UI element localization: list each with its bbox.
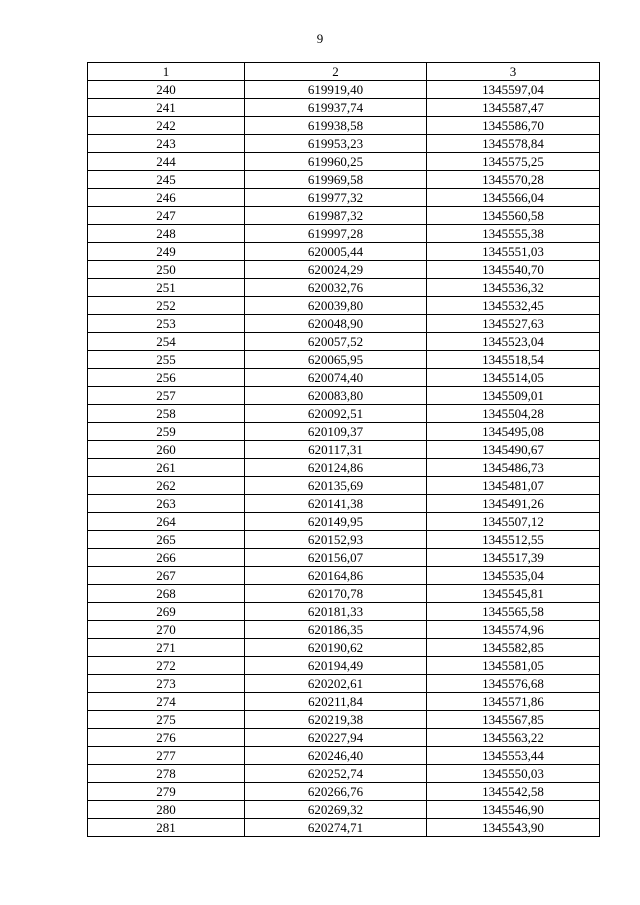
table-row xyxy=(88,261,600,279)
cell-point-number: 280 xyxy=(88,801,245,819)
table-row xyxy=(88,369,600,387)
cell-y-coordinate: 1345504,28 xyxy=(427,405,600,423)
cell-y-coordinate: 1345576,68 xyxy=(427,675,600,693)
cell-point-number: 281 xyxy=(88,819,245,837)
cell-point-number: 247 xyxy=(88,207,245,225)
cell-x-coordinate: 620181,33 xyxy=(245,603,427,621)
cell-y-coordinate: 1345570,28 xyxy=(427,171,600,189)
cell-y-coordinate: 1345517,39 xyxy=(427,549,600,567)
cell-x-coordinate: 620274,71 xyxy=(245,819,427,837)
cell-y-coordinate: 1345566,04 xyxy=(427,189,600,207)
table-row xyxy=(88,81,600,99)
cell-y-coordinate: 1345486,73 xyxy=(427,459,600,477)
table-row xyxy=(88,513,600,531)
cell-point-number: 259 xyxy=(88,423,245,441)
cell-y-coordinate: 1345567,85 xyxy=(427,711,600,729)
table-row xyxy=(88,315,600,333)
cell-point-number: 245 xyxy=(88,171,245,189)
cell-y-coordinate: 1345542,58 xyxy=(427,783,600,801)
cell-point-number: 272 xyxy=(88,657,245,675)
cell-x-coordinate: 620227,94 xyxy=(245,729,427,747)
cell-point-number: 271 xyxy=(88,639,245,657)
cell-x-coordinate: 620246,40 xyxy=(245,747,427,765)
cell-x-coordinate: 620219,38 xyxy=(245,711,427,729)
cell-x-coordinate: 620186,35 xyxy=(245,621,427,639)
cell-x-coordinate: 619969,58 xyxy=(245,171,427,189)
cell-x-coordinate: 620266,76 xyxy=(245,783,427,801)
table-row xyxy=(88,459,600,477)
table-row xyxy=(88,423,600,441)
cell-x-coordinate: 619938,58 xyxy=(245,117,427,135)
cell-x-coordinate: 620039,80 xyxy=(245,297,427,315)
cell-x-coordinate: 619997,28 xyxy=(245,225,427,243)
cell-y-coordinate: 1345555,38 xyxy=(427,225,600,243)
table-row xyxy=(88,279,600,297)
cell-point-number: 258 xyxy=(88,405,245,423)
cell-y-coordinate: 1345523,04 xyxy=(427,333,600,351)
table-row xyxy=(88,585,600,603)
table-row xyxy=(88,639,600,657)
cell-x-coordinate: 620048,90 xyxy=(245,315,427,333)
table-row xyxy=(88,441,600,459)
cell-y-coordinate: 1345543,90 xyxy=(427,819,600,837)
cell-y-coordinate: 1345481,07 xyxy=(427,477,600,495)
cell-x-coordinate: 620252,74 xyxy=(245,765,427,783)
cell-point-number: 257 xyxy=(88,387,245,405)
table-row xyxy=(88,225,600,243)
table-row xyxy=(88,531,600,549)
cell-point-number: 260 xyxy=(88,441,245,459)
table-row xyxy=(88,99,600,117)
cell-point-number: 240 xyxy=(88,81,245,99)
cell-y-coordinate: 1345597,04 xyxy=(427,81,600,99)
cell-x-coordinate: 620074,40 xyxy=(245,369,427,387)
cell-x-coordinate: 620156,07 xyxy=(245,549,427,567)
cell-y-coordinate: 1345581,05 xyxy=(427,657,600,675)
cell-y-coordinate: 1345587,47 xyxy=(427,99,600,117)
cell-point-number: 251 xyxy=(88,279,245,297)
cell-x-coordinate: 620202,61 xyxy=(245,675,427,693)
table-row xyxy=(88,171,600,189)
cell-point-number: 261 xyxy=(88,459,245,477)
cell-y-coordinate: 1345509,01 xyxy=(427,387,600,405)
cell-point-number: 275 xyxy=(88,711,245,729)
cell-point-number: 279 xyxy=(88,783,245,801)
table-header xyxy=(88,63,600,81)
cell-x-coordinate: 620141,38 xyxy=(245,495,427,513)
cell-y-coordinate: 1345582,85 xyxy=(427,639,600,657)
table-row xyxy=(88,621,600,639)
table-row xyxy=(88,189,600,207)
header-cell-point: 1 xyxy=(88,63,245,81)
cell-y-coordinate: 1345553,44 xyxy=(427,747,600,765)
table-row xyxy=(88,495,600,513)
cell-x-coordinate: 620124,86 xyxy=(245,459,427,477)
cell-y-coordinate: 1345491,26 xyxy=(427,495,600,513)
table-row xyxy=(88,711,600,729)
table-row xyxy=(88,783,600,801)
cell-point-number: 266 xyxy=(88,549,245,567)
cell-y-coordinate: 1345545,81 xyxy=(427,585,600,603)
table-row xyxy=(88,207,600,225)
cell-point-number: 241 xyxy=(88,99,245,117)
cell-y-coordinate: 1345546,90 xyxy=(427,801,600,819)
cell-y-coordinate: 1345495,08 xyxy=(427,423,600,441)
cell-y-coordinate: 1345578,84 xyxy=(427,135,600,153)
table-row xyxy=(88,765,600,783)
cell-point-number: 244 xyxy=(88,153,245,171)
cell-y-coordinate: 1345518,54 xyxy=(427,351,600,369)
cell-point-number: 267 xyxy=(88,567,245,585)
table-row xyxy=(88,333,600,351)
cell-point-number: 252 xyxy=(88,297,245,315)
table-row xyxy=(88,135,600,153)
cell-y-coordinate: 1345586,70 xyxy=(427,117,600,135)
table-row xyxy=(88,477,600,495)
cell-x-coordinate: 619937,74 xyxy=(245,99,427,117)
table-row xyxy=(88,747,600,765)
header-cell-x: 2 xyxy=(245,63,427,81)
cell-point-number: 264 xyxy=(88,513,245,531)
table-row xyxy=(88,657,600,675)
cell-x-coordinate: 620065,95 xyxy=(245,351,427,369)
cell-y-coordinate: 1345560,58 xyxy=(427,207,600,225)
cell-x-coordinate: 619953,23 xyxy=(245,135,427,153)
table-row xyxy=(88,729,600,747)
header-row xyxy=(88,63,600,81)
table-body xyxy=(88,81,600,837)
cell-point-number: 242 xyxy=(88,117,245,135)
cell-point-number: 243 xyxy=(88,135,245,153)
cell-y-coordinate: 1345532,45 xyxy=(427,297,600,315)
cell-point-number: 248 xyxy=(88,225,245,243)
cell-x-coordinate: 619919,40 xyxy=(245,81,427,99)
cell-x-coordinate: 620117,31 xyxy=(245,441,427,459)
cell-x-coordinate: 620057,52 xyxy=(245,333,427,351)
cell-point-number: 273 xyxy=(88,675,245,693)
table-row xyxy=(88,405,600,423)
cell-y-coordinate: 1345551,03 xyxy=(427,243,600,261)
cell-y-coordinate: 1345527,63 xyxy=(427,315,600,333)
cell-x-coordinate: 619987,32 xyxy=(245,207,427,225)
cell-point-number: 253 xyxy=(88,315,245,333)
table-row xyxy=(88,567,600,585)
cell-point-number: 254 xyxy=(88,333,245,351)
cell-y-coordinate: 1345550,03 xyxy=(427,765,600,783)
cell-y-coordinate: 1345490,67 xyxy=(427,441,600,459)
cell-point-number: 274 xyxy=(88,693,245,711)
cell-point-number: 270 xyxy=(88,621,245,639)
table-row xyxy=(88,801,600,819)
cell-point-number: 250 xyxy=(88,261,245,279)
cell-x-coordinate: 620164,86 xyxy=(245,567,427,585)
cell-y-coordinate: 1345574,96 xyxy=(427,621,600,639)
cell-y-coordinate: 1345563,22 xyxy=(427,729,600,747)
table-row xyxy=(88,117,600,135)
cell-y-coordinate: 1345514,05 xyxy=(427,369,600,387)
cell-x-coordinate: 620135,69 xyxy=(245,477,427,495)
cell-y-coordinate: 1345536,32 xyxy=(427,279,600,297)
cell-point-number: 276 xyxy=(88,729,245,747)
cell-point-number: 268 xyxy=(88,585,245,603)
cell-y-coordinate: 1345512,55 xyxy=(427,531,600,549)
cell-point-number: 269 xyxy=(88,603,245,621)
table-row xyxy=(88,153,600,171)
cell-point-number: 265 xyxy=(88,531,245,549)
table-row xyxy=(88,387,600,405)
cell-point-number: 278 xyxy=(88,765,245,783)
cell-point-number: 263 xyxy=(88,495,245,513)
cell-point-number: 246 xyxy=(88,189,245,207)
table-row xyxy=(88,603,600,621)
table-row xyxy=(88,693,600,711)
cell-point-number: 255 xyxy=(88,351,245,369)
cell-y-coordinate: 1345540,70 xyxy=(427,261,600,279)
cell-point-number: 256 xyxy=(88,369,245,387)
cell-x-coordinate: 620092,51 xyxy=(245,405,427,423)
cell-x-coordinate: 620032,76 xyxy=(245,279,427,297)
page-number: 9 xyxy=(316,31,324,46)
cell-x-coordinate: 619960,25 xyxy=(245,153,427,171)
cell-y-coordinate: 1345575,25 xyxy=(427,153,600,171)
cell-x-coordinate: 620190,62 xyxy=(245,639,427,657)
cell-x-coordinate: 620152,93 xyxy=(245,531,427,549)
table-row xyxy=(88,243,600,261)
cell-y-coordinate: 1345565,58 xyxy=(427,603,600,621)
cell-point-number: 277 xyxy=(88,747,245,765)
cell-x-coordinate: 620269,32 xyxy=(245,801,427,819)
cell-point-number: 262 xyxy=(88,477,245,495)
table-row xyxy=(88,675,600,693)
cell-x-coordinate: 620194,49 xyxy=(245,657,427,675)
table-row xyxy=(88,351,600,369)
cell-point-number: 249 xyxy=(88,243,245,261)
cell-x-coordinate: 620149,95 xyxy=(245,513,427,531)
table-row xyxy=(88,297,600,315)
cell-x-coordinate: 620083,80 xyxy=(245,387,427,405)
cell-y-coordinate: 1345571,86 xyxy=(427,693,600,711)
header-cell-y: 3 xyxy=(427,63,600,81)
cell-x-coordinate: 620005,44 xyxy=(245,243,427,261)
cell-y-coordinate: 1345535,04 xyxy=(427,567,600,585)
cell-x-coordinate: 620170,78 xyxy=(245,585,427,603)
cell-x-coordinate: 620109,37 xyxy=(245,423,427,441)
coordinates-table xyxy=(87,62,600,837)
table-row xyxy=(88,819,600,837)
cell-x-coordinate: 620211,84 xyxy=(245,693,427,711)
cell-x-coordinate: 620024,29 xyxy=(245,261,427,279)
cell-x-coordinate: 619977,32 xyxy=(245,189,427,207)
cell-y-coordinate: 1345507,12 xyxy=(427,513,600,531)
table-row xyxy=(88,549,600,567)
